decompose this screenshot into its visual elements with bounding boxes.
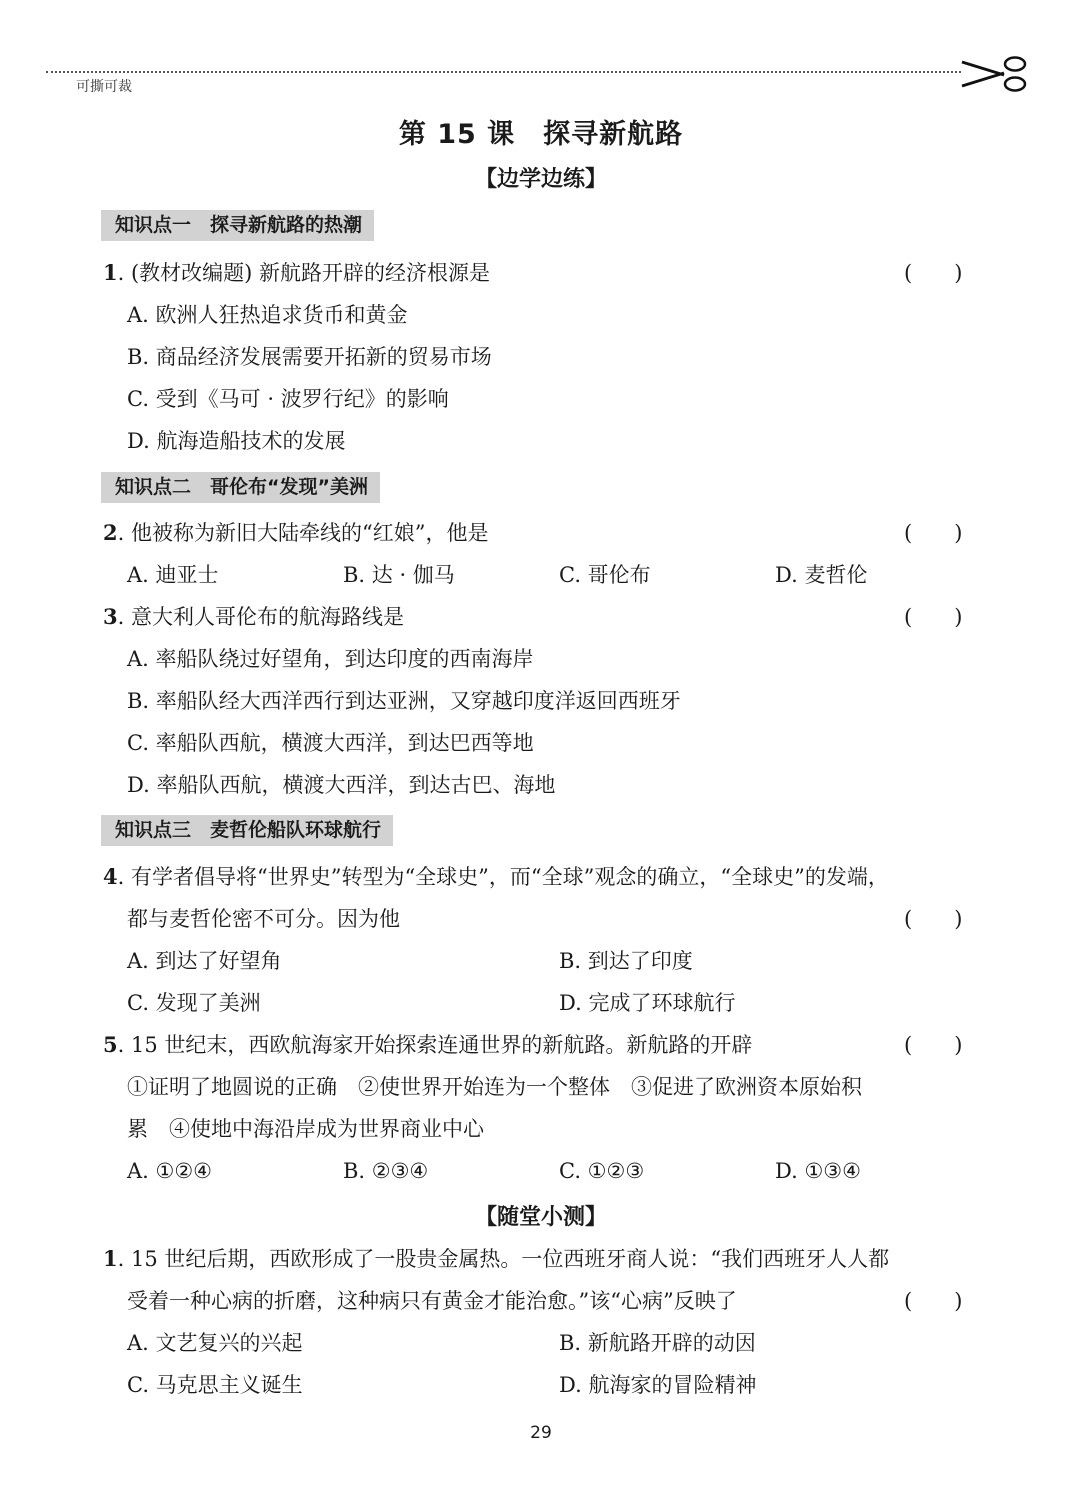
q4-option-c: C. 发现了美洲	[127, 991, 261, 1015]
question-5-statements-continued: 累 ④使地中海沿岸成为世界商业中心	[127, 1117, 484, 1141]
q4-option-b: B. 到达了印度	[559, 949, 693, 973]
q5-option-a: A. ①②④	[127, 1159, 212, 1183]
q3-option-c: C. 率船队西航，横渡大西洋，到达巴西等地	[127, 731, 534, 755]
question-5-statements: ①证明了地圆说的正确 ②使世界开始连为一个整体 ③促进了欧洲资本原始积	[127, 1075, 862, 1099]
quiz1-option-c: C. 马克思主义诞生	[127, 1373, 303, 1397]
cut-line	[46, 71, 961, 73]
section-practice: 【边学边练】	[474, 167, 607, 192]
question-text: . 意大利人哥伦布的航海路线是	[117, 605, 404, 629]
question-2	[103, 518, 983, 548]
question-text: . 他被称为新旧大陆牵线的“红娘”，他是	[117, 521, 489, 545]
quiz-question-1-continued: 受着一种心病的折磨，这种病只有黄金才能治愈。”该“心病”反映了	[127, 1289, 737, 1313]
answer-blank-quiz-1[interactable]: ( )	[904, 1289, 963, 1313]
quiz1-option-b: B. 新航路开辟的动因	[559, 1331, 756, 1355]
scissors-icon	[960, 56, 1030, 92]
lesson-title: 第 15 课 探寻新航路	[398, 119, 684, 150]
question-number: 3	[103, 604, 118, 629]
q2-option-a: A. 迪亚士	[127, 563, 219, 587]
quiz1-option-a: A. 文艺复兴的兴起	[127, 1331, 303, 1355]
q5-option-b: B. ②③④	[343, 1159, 429, 1183]
q4-option-d: D. 完成了环球航行	[559, 991, 736, 1015]
q1-option-d: D. 航海造船技术的发展	[127, 429, 346, 453]
cut-note: 可撕可裁	[76, 79, 132, 95]
knowledge-point-2: 知识点二 哥伦布“发现”美洲	[101, 472, 380, 503]
q4-option-a: A. 到达了好望角	[127, 949, 282, 973]
question-text: . 15 世纪末，西欧航海家开始探索连通世界的新航路。新航路的开辟	[117, 1033, 753, 1057]
answer-blank-q2[interactable]: ( )	[904, 521, 963, 545]
section-quiz: 【随堂小测】	[474, 1205, 607, 1230]
q2-option-d: D. 麦哲伦	[775, 563, 868, 587]
q2-option-b: B. 达 · 伽马	[343, 563, 455, 587]
answer-blank-q5[interactable]: ( )	[904, 1033, 963, 1057]
question-4-continued: 都与麦哲伦密不可分。因为他	[127, 907, 400, 931]
q1-option-a: A. 欧洲人狂热追求货币和黄金	[127, 303, 408, 327]
q1-option-c: C. 受到《马可 · 波罗行纪》的影响	[127, 387, 449, 411]
q3-option-a: A. 率船队绕过好望角，到达印度的西南海岸	[127, 647, 534, 671]
knowledge-point-1: 知识点一 探寻新航路的热潮	[101, 210, 374, 241]
answer-blank-q3[interactable]: ( )	[904, 605, 963, 629]
q2-option-c: C. 哥伦布	[559, 563, 651, 587]
q3-option-b: B. 率船队经大西洋西行到达亚洲，又穿越印度洋返回西班牙	[127, 689, 681, 713]
question-number: 1	[103, 1246, 118, 1271]
question-text: . (教材改编题) 新航路开辟的经济根源是	[117, 261, 491, 285]
knowledge-point-3: 知识点三 麦哲伦船队环球航行	[101, 815, 393, 846]
question-number: 2	[103, 520, 118, 545]
question-1	[103, 258, 983, 288]
question-3	[103, 602, 983, 632]
question-5	[103, 1030, 983, 1060]
q3-option-d: D. 率船队西航，横渡大西洋，到达古巴、海地	[127, 773, 556, 797]
answer-blank-q4[interactable]: ( )	[904, 907, 963, 931]
question-text: . 15 世纪后期，西欧形成了一股贵金属热。一位西班牙商人说：“我们西班牙人人都	[117, 1247, 890, 1271]
quiz-question-1	[103, 1244, 983, 1274]
answer-blank-q1[interactable]: ( )	[904, 261, 963, 285]
quiz1-option-d: D. 航海家的冒险精神	[559, 1373, 757, 1397]
question-text: . 有学者倡导将“世界史”转型为“全球史”，而“全球”观念的确立，“全球史”的发端，	[117, 865, 889, 889]
question-number: 1	[103, 260, 118, 285]
q5-option-d: D. ①③④	[775, 1159, 861, 1183]
question-number: 4	[103, 864, 118, 889]
q1-option-b: B. 商品经济发展需要开拓新的贸易市场	[127, 345, 492, 369]
page-number: 29	[530, 1423, 552, 1443]
q5-option-c: C. ①②③	[559, 1159, 645, 1183]
question-number: 5	[103, 1032, 118, 1057]
question-4	[103, 862, 983, 892]
